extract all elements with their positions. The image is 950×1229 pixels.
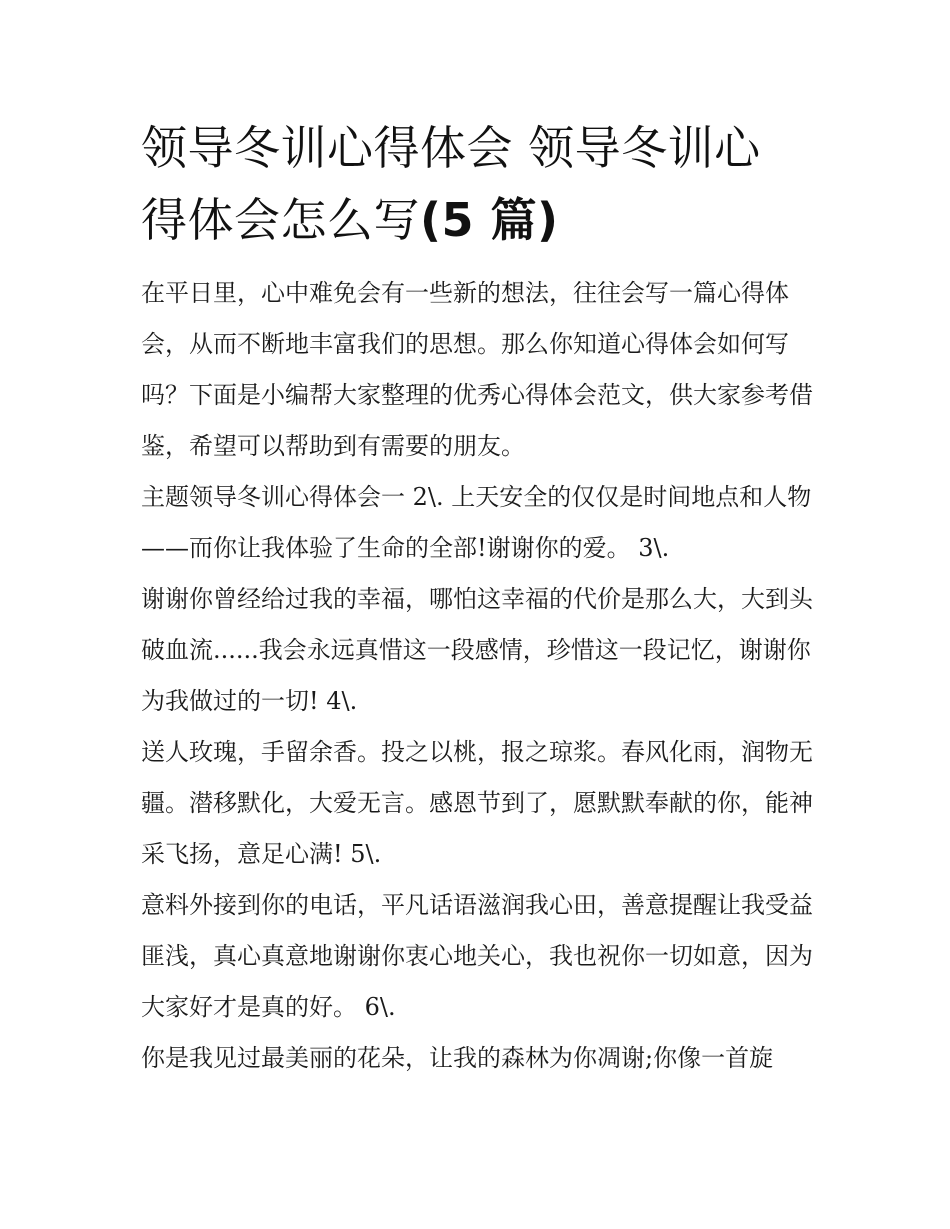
- title-line-1: 领导冬训心得体会 领导冬训心: [141, 121, 761, 175]
- body-paragraph: 你是我见过最美丽的花朵，让我的森林为你凋谢;你像一首旋: [141, 1044, 774, 1072]
- body-paragraph: 谢谢你曾经给过我的幸福，哪怕这幸福的代价是那么大，大到头破血流......我会永远真惜这一段感情，珍惜这一段记忆，谢谢你为我做过的一切! 4\.: [141, 585, 813, 715]
- document-title: [141, 112, 813, 256]
- intro-paragraph: 在平日里，心中难免会有一些新的想法，往往会写一篇心得体会，从而不断地丰富我们的思想。那么你知道心得体会如何写吗？下面是小编帮大家整理的优秀心得体会范文，供大家参考借鉴，希望可以帮助到有需要的朋友。: [141, 279, 813, 460]
- document-body: [141, 268, 813, 1084]
- document-content: [141, 112, 813, 1084]
- body-paragraph: 意料外接到你的电话，平凡话语滋润我心田，善意提醒让我受益匪浅，真心真意地谢谢你衷心地关心，我也祝你一切如意，因为大家好才是真的好。 6\.: [141, 891, 813, 1021]
- body-paragraph: 送人玫瑰，手留余香。投之以桃，报之琼浆。春风化雨，润物无疆。潜移默化，大爱无言。感恩节到了，愿默默奉献的你，能神采飞扬，意足心满! 5\.: [141, 738, 813, 868]
- body-paragraph: 主题领导冬训心得体会一 2\. 上天安全的仅仅是时间地点和人物——而你让我体验了生命的全部!谢谢你的爱。 3\.: [141, 483, 812, 562]
- title-line-2: 得体会怎么写: [141, 193, 420, 247]
- title-count: (5 篇): [420, 193, 559, 247]
